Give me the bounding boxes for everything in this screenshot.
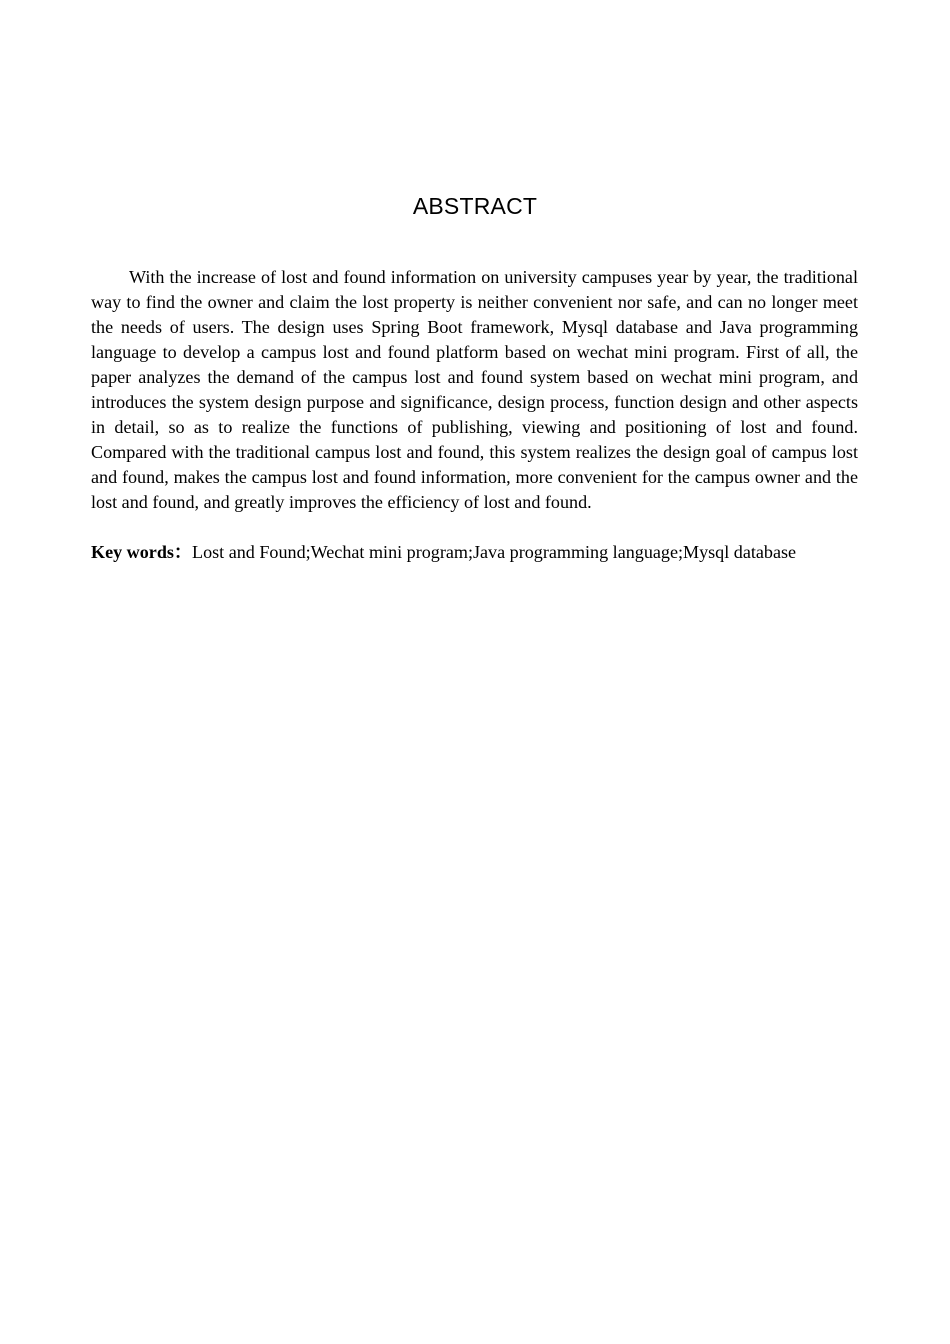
abstract-title: ABSTRACT: [412, 193, 538, 219]
keywords-list: Lost and Found;Wechat mini program;Java programming language;Mysql database: [192, 542, 797, 562]
keywords-line: [91, 540, 871, 565]
abstract-body: With the increase of lost and found information on university campuses year by year, the traditional way to find the owner and claim the lost property is neither convenient nor safe, and can no longer meet the needs of users. The design uses Spring Boot framework, Mysql database and Java programming language to develop a campus lost and found platform based on wechat mini program. First of all, the paper analyzes the demand of the campus lost and found system based on wechat mini program, and introduces the system design purpose and significance, design process, function design and other aspects in detail, so as to realize the functions of publishing, viewing and positioning of lost and found. Compared with the traditional campus lost and found, this system realizes the design goal of campus lost and found, makes the campus lost and found information, more convenient for the campus owner and the lost and found, and greatly improves the efficiency of lost and found.: [91, 267, 858, 512]
keywords-label: Key words：: [91, 542, 193, 562]
